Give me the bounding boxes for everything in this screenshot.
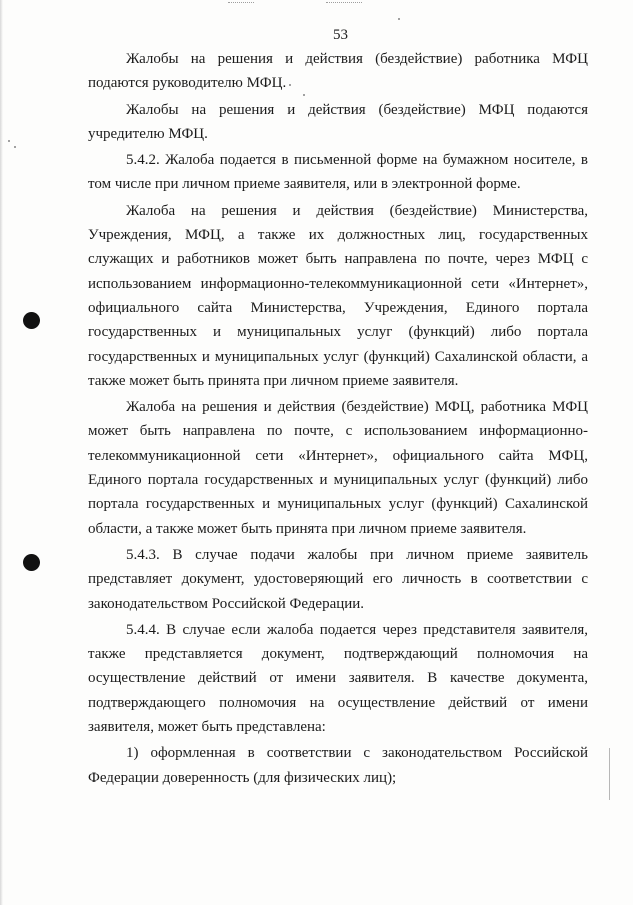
scan-artifact [14, 146, 16, 148]
body-text [88, 47, 588, 792]
hole-punch-mark [23, 554, 40, 571]
paragraph: Жалоба на решения и действия (бездействие) Министерства, Учреждения, МФЦ, а также их должностных лиц, государственных служащих и работников может быть направлена по почте, через МФЦ с использованием информационно-телекоммуникационной сети «Интернет», официального сайта Министерства, Учреждения, Единого портала государственных и муниципальных услуг (функций) либо портала государственных и муниципальных услуг (функций) Сахалинской области, а также может быть принята при личном приеме заявителя. [88, 202, 588, 389]
paragraph: Жалоба на решения и действия (бездействие) МФЦ, работника МФЦ может быть направлена по почте, с использованием информационно-телекоммуникационной сети «Интернет», официального сайта МФЦ, Единого портала государственных и муниципальных услуг (функций) либо портала государственных и муниципальных услуг (функций) Сахалинской области, а также может быть принята при личном приеме заявителя. [88, 399, 588, 537]
hole-punch-mark [23, 312, 40, 329]
paragraph: 5.4.2. Жалоба подается в письменной форме на бумажном носителе, в том числе при личном приеме заявителя, или в электронной форме. [88, 152, 588, 193]
paragraph: 1) оформленная в соответствии с законодательством Российской Федерации доверенность (для физических лиц); [88, 745, 588, 786]
scan-edge-shadow [0, 0, 3, 905]
scan-artifact [609, 748, 610, 800]
paragraph: 5.4.3. В случае подачи жалобы при личном приеме заявитель представляет документ, удостоверяющий его личность в соответствии с законодательством Российской Федерации. [88, 546, 588, 612]
scan-artifact [8, 140, 10, 142]
paragraph: Жалобы на решения и действия (бездействие) МФЦ подаются учредителю МФЦ. [88, 101, 588, 142]
scan-artifact [398, 18, 400, 20]
page-number: 53 [333, 27, 348, 43]
paragraph: 5.4.4. В случае если жалоба подается через представителя заявителя, также представляется документ, подтверждающий полномочия на осуществление действий от имени заявителя. В качестве документа, подтверждающего полномочия на осуществление действий от имени заявителя, может быть представлена: [88, 621, 588, 736]
scan-artifact [326, 2, 362, 7]
paragraph: Жалобы на решения и действия (бездействие) работника МФЦ подаются руководителю МФЦ. [88, 51, 588, 92]
scan-artifact [228, 2, 254, 7]
